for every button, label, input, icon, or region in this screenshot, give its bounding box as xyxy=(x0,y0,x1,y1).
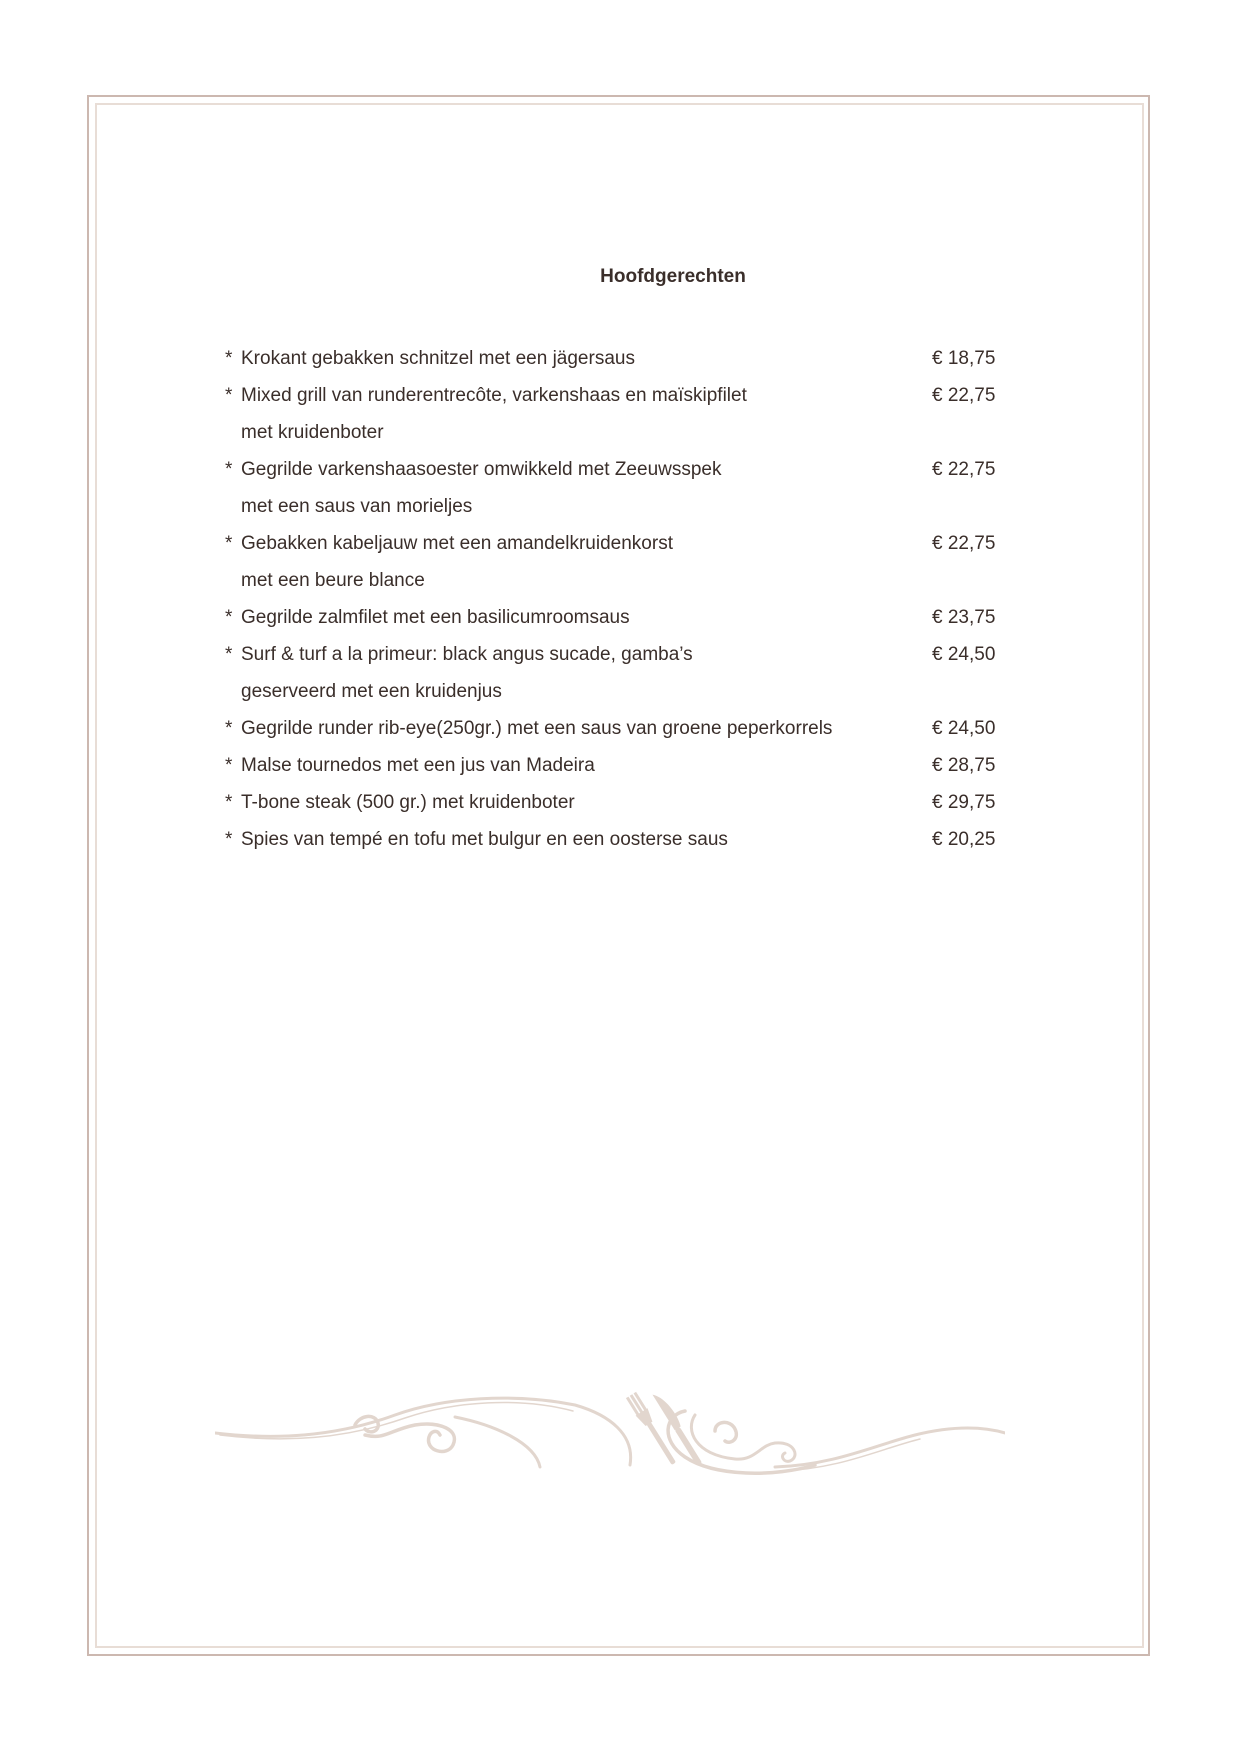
menu-item xyxy=(225,340,1005,377)
dish-price: € 23,75 xyxy=(932,607,996,628)
dish-name: Gegrilde zalmfilet met een basilicumroomsaus xyxy=(241,607,630,628)
dish-price: € 22,75 xyxy=(932,385,996,406)
menu-item-continuation xyxy=(225,562,1005,599)
menu-item xyxy=(225,747,1005,784)
bullet: * xyxy=(225,792,233,813)
menu-item xyxy=(225,784,1005,821)
menu-item-continuation xyxy=(225,488,1005,525)
menu-item xyxy=(225,377,1005,414)
dish-price: € 29,75 xyxy=(932,792,996,813)
bullet: * xyxy=(225,718,233,739)
bullet: * xyxy=(225,829,233,850)
bullet: * xyxy=(225,755,233,776)
menu-item xyxy=(225,599,1005,636)
dish-name: T-bone steak (500 gr.) met kruidenboter xyxy=(241,792,575,813)
dish-price: € 28,75 xyxy=(932,755,996,776)
menu-item xyxy=(225,710,1005,747)
bullet: * xyxy=(225,607,233,628)
dish-price: € 22,75 xyxy=(932,533,996,554)
dish-description: met een beure blance xyxy=(241,570,425,591)
page-title: Hoofdgerechten xyxy=(600,266,746,287)
menu-item-continuation xyxy=(225,673,1005,710)
menu-item xyxy=(225,636,1005,673)
dish-name: Gegrilde varkenshaasoester omwikkeld met Zeeuwsspek xyxy=(241,459,722,480)
dish-name: Gebakken kabeljauw met een amandelkruidenkorst xyxy=(241,533,673,554)
dish-price: € 24,50 xyxy=(932,718,996,739)
fork-knife-flourish-icon xyxy=(215,1385,1005,1475)
menu-item xyxy=(225,451,1005,488)
dish-name: Spies van tempé en tofu met bulgur en een oosterse saus xyxy=(241,829,728,850)
dish-description: geserveerd met een kruidenjus xyxy=(241,681,502,702)
bullet: * xyxy=(225,348,233,369)
dish-price: € 18,75 xyxy=(932,348,996,369)
dish-price: € 22,75 xyxy=(932,459,996,480)
dish-price: € 24,50 xyxy=(932,644,996,665)
menu-item xyxy=(225,821,1005,858)
bullet: * xyxy=(225,533,233,554)
dish-name: Malse tournedos met een jus van Madeira xyxy=(241,755,595,776)
dish-description: met kruidenboter xyxy=(241,422,384,443)
dish-name: Gegrilde runder rib-eye(250gr.) met een saus van groene peperkorrels xyxy=(241,718,833,739)
dish-price: € 20,25 xyxy=(932,829,996,850)
dish-name: Mixed grill van runderentrecôte, varkenshaas en maïskipfilet xyxy=(241,385,747,406)
bullet: * xyxy=(225,385,233,406)
dish-name: Krokant gebakken schnitzel met een jägersaus xyxy=(241,348,635,369)
bullet: * xyxy=(225,644,233,665)
dish-name: Surf & turf a la primeur: black angus sucade, gamba’s xyxy=(241,644,693,665)
bullet: * xyxy=(225,459,233,480)
menu-item xyxy=(225,525,1005,562)
menu-item-continuation xyxy=(225,414,1005,451)
dish-description: met een saus van morieljes xyxy=(241,496,473,517)
menu-list xyxy=(225,340,1005,858)
